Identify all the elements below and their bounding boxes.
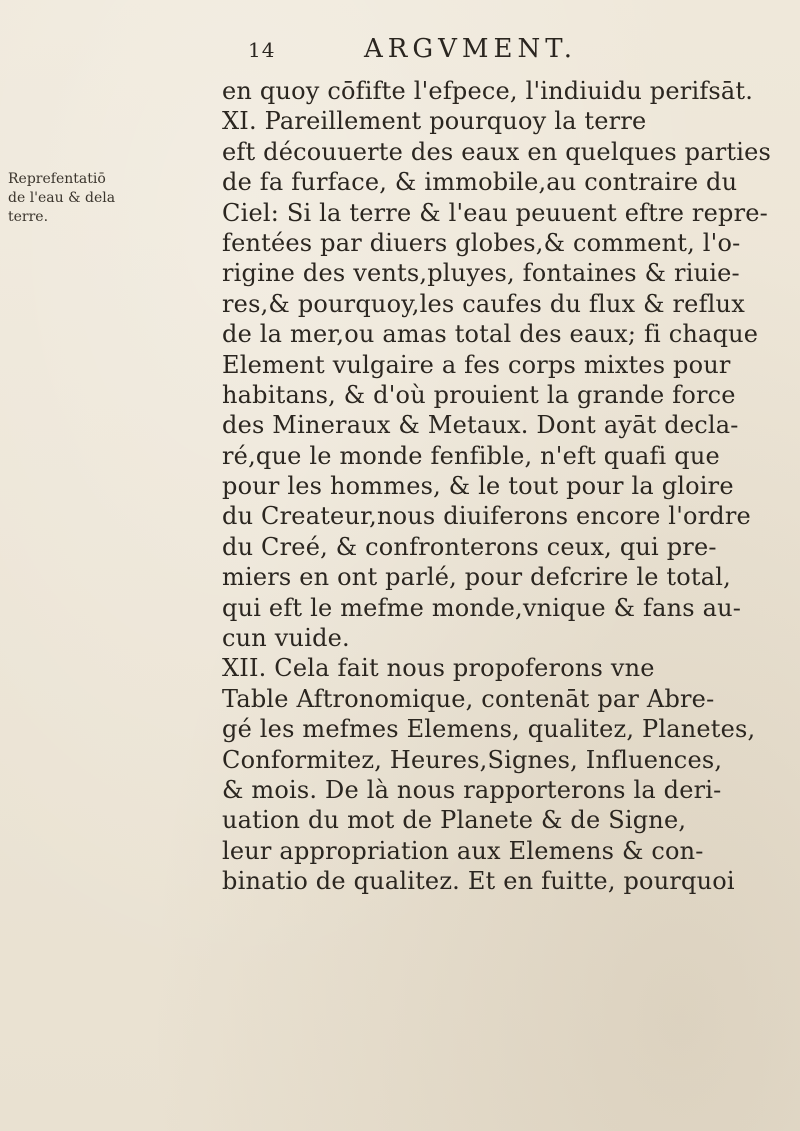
text-line: de fa furface, & immobile,au contraire du xyxy=(222,168,738,197)
margin-note-line: de l'eau & dela xyxy=(8,190,116,206)
text-line: pour les hommes, & le tout pour la gloire xyxy=(222,472,734,501)
text-line: rigine des vents,pluyes, fontaines & riuie- xyxy=(222,259,740,288)
page-number: 14 xyxy=(248,38,276,62)
margin-note xyxy=(8,170,228,227)
text-line: qui eft le mefme monde,vnique & fans au- xyxy=(222,593,742,622)
text-line: XI. Pareillement pourquoy la terre xyxy=(222,107,647,136)
text-line: des Mineraux & Metaux. Dont ayāt decla- xyxy=(222,411,739,440)
text-line: & mois. De là nous rapporterons la deri- xyxy=(222,775,722,804)
text-line: eft découuerte des eaux en quelques parties xyxy=(222,137,772,166)
text-line: ré,que le monde fenfible, n'eft quafi que xyxy=(222,441,720,470)
text-line: gé les mefmes Elemens, qualitez, Planetes, xyxy=(222,715,756,744)
running-title: ARGVMENT. xyxy=(364,34,578,64)
text-line: Element vulgaire a fes corps mixtes pour xyxy=(222,350,731,379)
text-line: fentées par diuers globes,& comment, l'o- xyxy=(222,228,741,257)
text-line: res,& pourquoy,les caufes du flux & reflux xyxy=(222,289,745,318)
text-line: Table Aftronomique, contenāt par Abre- xyxy=(222,684,715,713)
text-line: de la mer,ou amas total des eaux; fi chaque xyxy=(222,320,759,349)
text-line: leur appropriation aux Elemens & con- xyxy=(222,836,704,865)
margin-note-line: terre. xyxy=(8,209,49,225)
text-line: Ciel: Si la terre & l'eau peuuent eftre repre- xyxy=(222,198,768,227)
text-line: habitans, & d'où prouient la grande force xyxy=(222,380,736,409)
text-line: en quoy cōfifte l'efpece, l'indiuidu perifsāt. xyxy=(222,77,754,105)
text-line: miers en ont parlé, pour defcrire le total, xyxy=(222,563,731,592)
text-line: Conformitez, Heures,Signes, Influences, xyxy=(222,745,723,774)
margin-note-line: Reprefentatiō xyxy=(8,171,106,187)
text-line: uation du mot de Planete & de Signe, xyxy=(222,806,687,835)
text-line: XII. Cela fait nous propoferons vne xyxy=(222,654,655,683)
text-line: du Creé, & confronterons ceux, qui pre- xyxy=(222,532,717,561)
text-line: cun vuide. xyxy=(222,624,350,653)
text-line: binatio de qualitez. Et en fuitte, pourquoi xyxy=(222,867,735,896)
page-header xyxy=(248,28,588,68)
text-line: du Createur,nous diuiferons encore l'ordre xyxy=(222,502,751,531)
body-text xyxy=(222,76,772,897)
